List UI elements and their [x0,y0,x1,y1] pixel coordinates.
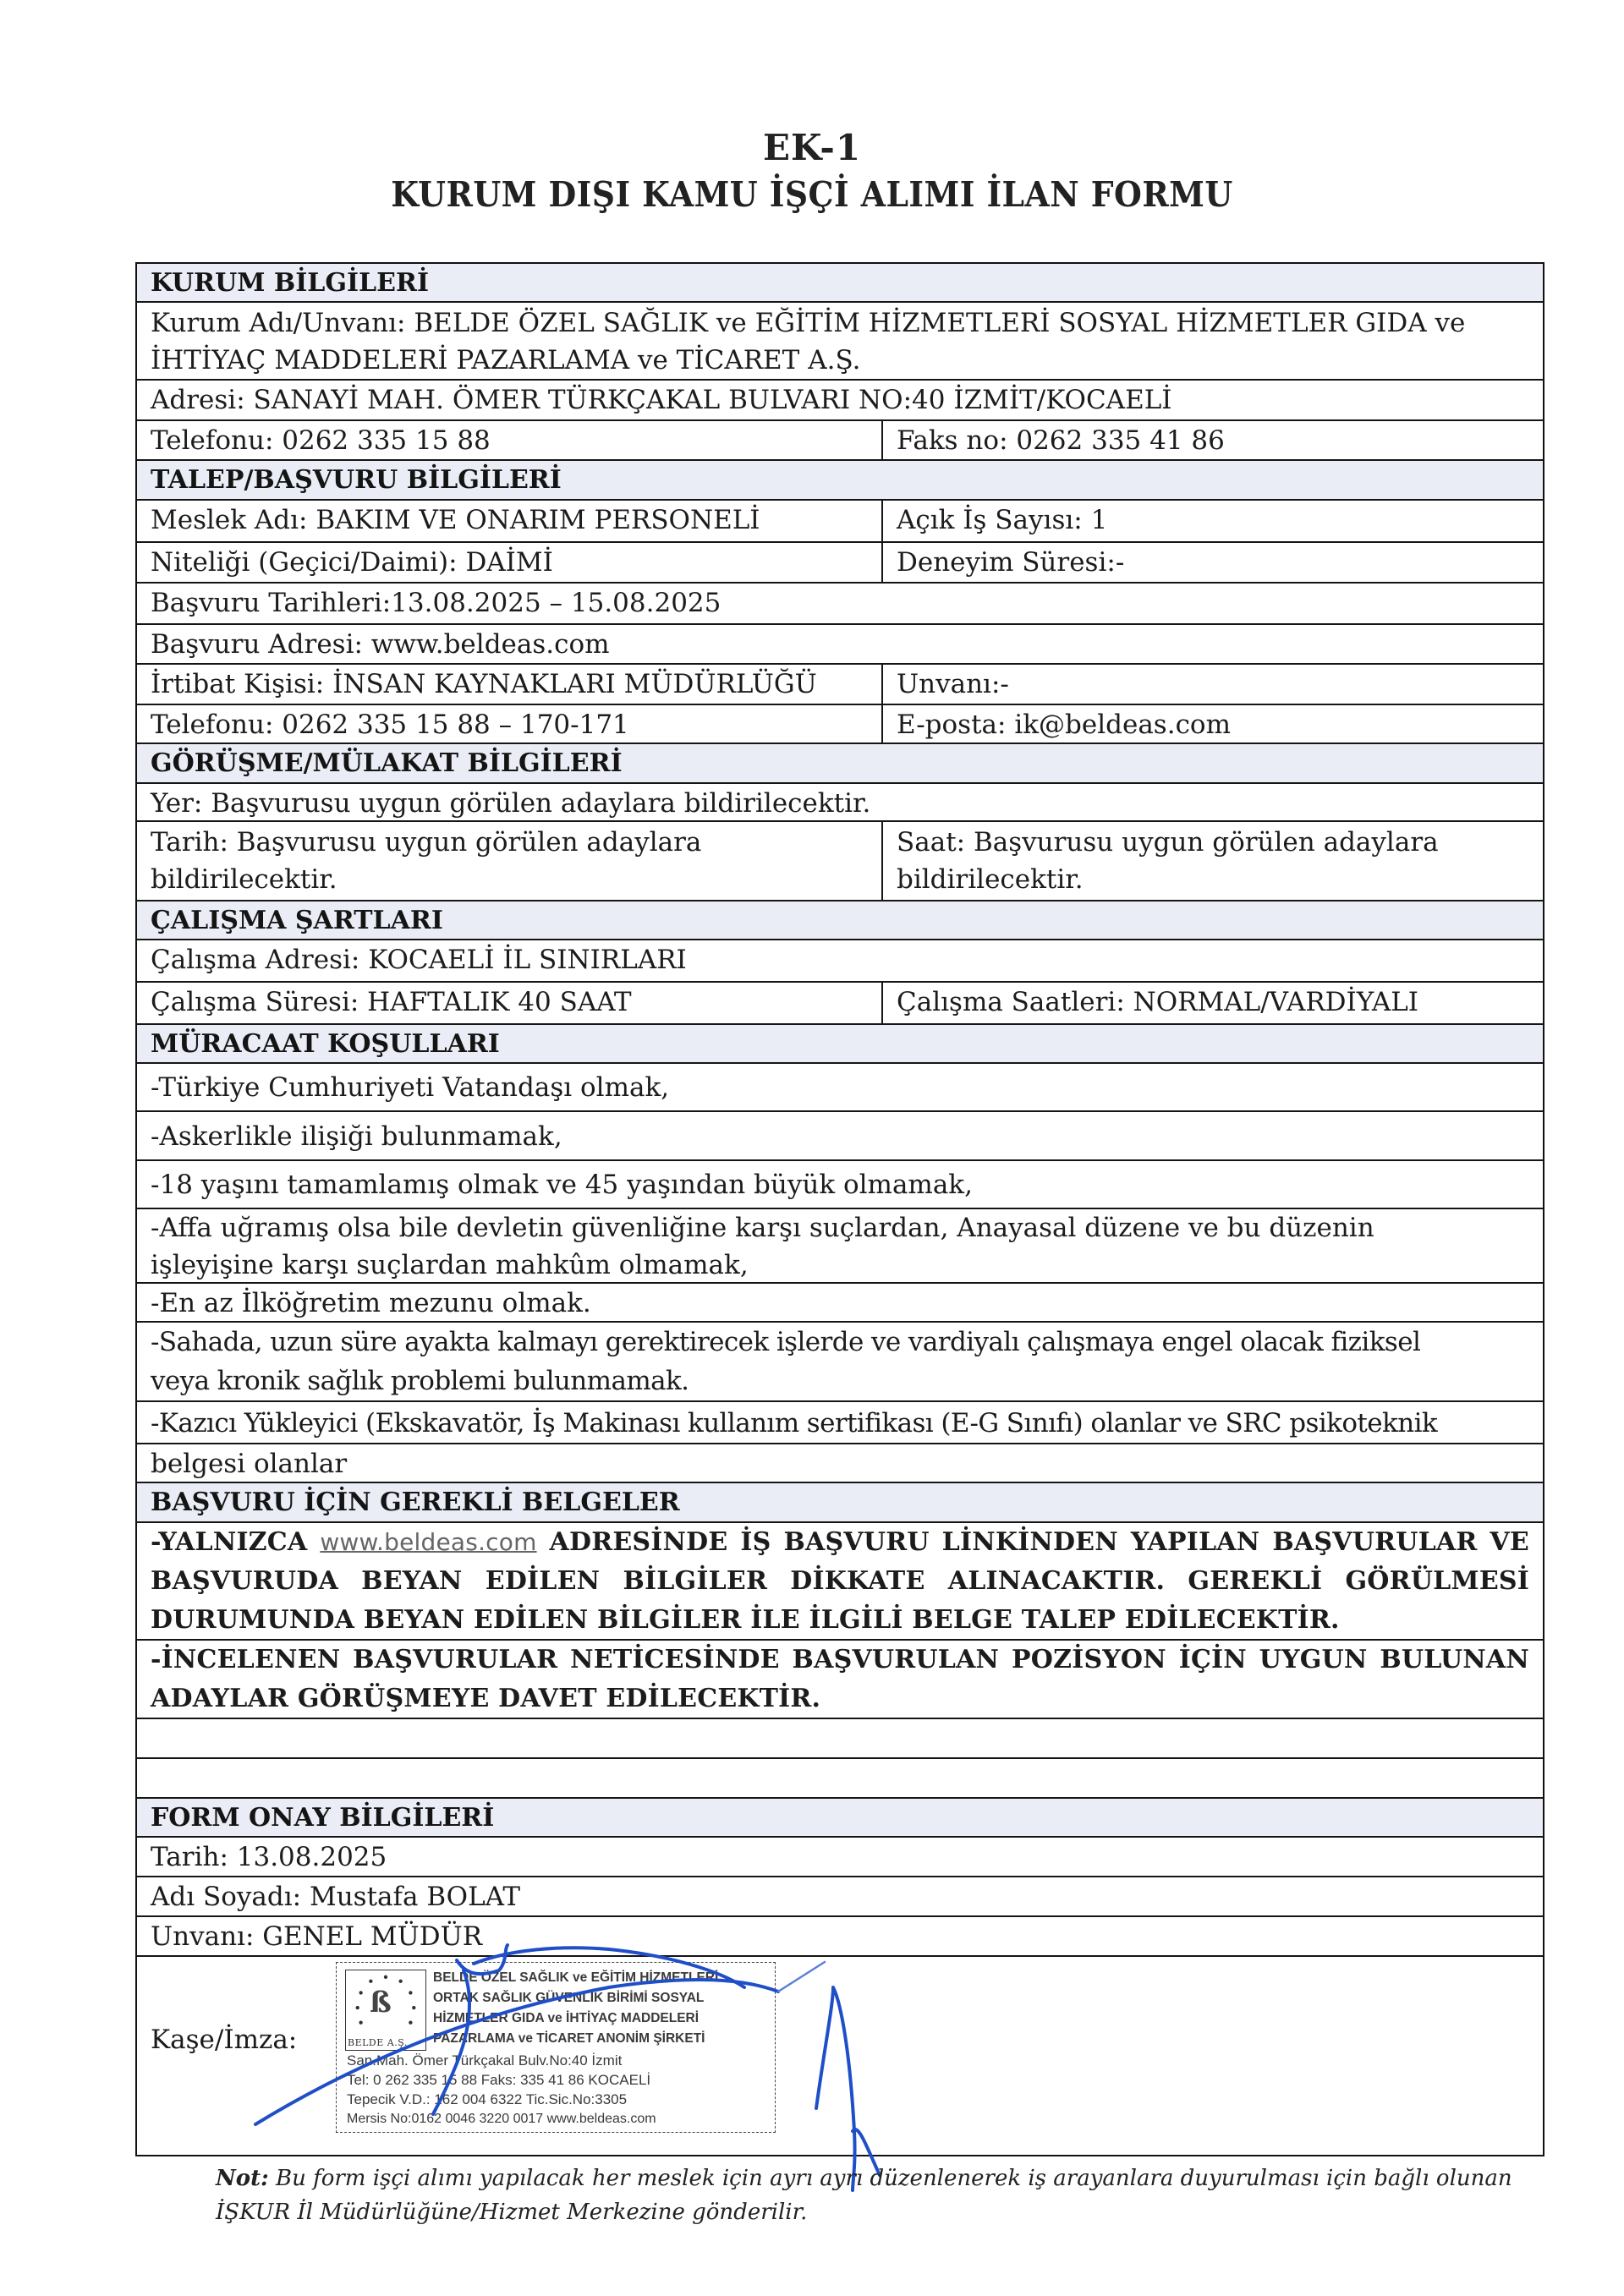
work-hours: Çalışma Saatleri: NORMAL/VARDİYALI [881,983,1543,1023]
contact-email: E-posta: ik@beldeas.com [881,705,1543,743]
condition-line: veya kronik sağlık problemi bulunmamak. [151,1366,689,1396]
interview-time [881,822,1543,900]
condition-row [137,1284,1543,1323]
logo-text: BELDE A.Ş. [348,2037,408,2048]
row-nature [137,543,1543,584]
experience: Deneyim Süresi:- [881,543,1543,582]
stamp-line: BELDE ÖZEL SAĞLIK ve EĞİTİM HİZMETLERİ [433,1970,719,1985]
section-title: TALEP/BAŞVURU BİLGİLERİ [151,465,562,495]
logo-monogram: ß [370,1986,392,2019]
institution-address: Adresi: SANAYİ MAH. ÖMER TÜRKÇAKAL BULVARI NO:40 İZMİT/KOCAELİ [151,385,1172,415]
stamp-line: PAZARLAMA ve TİCARET ANONİM ŞİRKETİ [433,2031,705,2046]
empty-row [137,1719,1543,1759]
row-work-address [137,940,1543,983]
condition-row [137,1112,1543,1161]
row-date-time [137,822,1543,901]
condition-line: işleyişine karşı suçlardan mahkûm olmamak, [151,1250,749,1280]
institution-fax: Faks no: 0262 335 41 86 [881,421,1543,459]
approver-name: Adı Soyadı: Mustafa BOLAT [151,1882,521,1912]
row-apply-address [137,625,1543,665]
interview-date-line2: bildirilecektir. [151,864,337,895]
approver-title: Unvanı: GENEL MÜDÜR [151,1921,483,1952]
section-calisma [137,901,1543,940]
section-gorusme [137,744,1543,784]
stamp-line: San.Mah. Ömer Türkçakal Bulv.No:40 İzmit [347,2052,623,2069]
contact-phone: Telefonu: 0262 335 15 88 – 170-171 [151,710,629,740]
row-work-duration [137,983,1543,1025]
documents-rest: ADRESİNDE İŞ BAŞVURU LİNKİNDEN YAPILAN BAŞVURULAR VE BAŞVURUDA BEYAN EDİLEN BİLGİLER DİKKATE ALINACAKTIR. GEREKLİ GÖRÜLMESİ DURUMUNDA BEYAN EDİLEN BİLGİLER İLE İLGİLİ BELGE TALEP EDİLECEKTİR. [151,1527,1529,1635]
section-kurum [137,264,1543,303]
row-place [137,784,1543,822]
row-approval-date [137,1838,1543,1877]
stamp-line: Mersis No:0162 0046 3220 0017 www.beldeas.com [347,2112,656,2126]
open-positions: Açık İş Sayısı: 1 [881,501,1543,541]
section-title: KURUM BİLGİLERİ [151,268,429,298]
approval-date: Tarih: 13.08.2025 [151,1842,387,1872]
condition-text [137,1209,1543,1282]
documents-text-2: -İNCELENEN BAŞVURULAR NETİCESİNDE BAŞVURULAN POZİSYON İÇİN UYGUN BULUNAN ADAYLAR GÖRÜŞMEYE DAVET EDİLECEKTİR. [151,1645,1529,1713]
condition-row [137,1323,1543,1402]
condition-row [137,1161,1543,1209]
row-contact [137,665,1543,705]
section-title: MÜRACAAT KOŞULLARI [151,1029,500,1059]
row-stamp-signature [137,1957,1543,2156]
section-belgeler [137,1483,1543,1523]
documents-prefix: -YALNIZCA [151,1527,308,1557]
profession: Meslek Adı: BAKIM VE ONARIM PERSONELİ [151,505,760,535]
documents-row [137,1523,1543,1641]
footnote [216,2162,1535,2229]
company-logo-icon [345,1970,426,2051]
section-onay [137,1799,1543,1838]
work-address: Çalışma Adresi: KOCAELİ İL SINIRLARI [151,945,687,975]
section-talep [137,461,1543,501]
job-nature: Niteliği (Geçici/Daimi): DAİMİ [151,547,553,578]
row-profession [137,501,1543,543]
section-title: FORM ONAY BİLGİLERİ [151,1803,495,1833]
documents-row [137,1641,1543,1719]
condition-row [137,1402,1543,1444]
condition-text: -Türkiye Cumhuriyeti Vatandaşı olmak, [151,1072,670,1103]
condition-text: -Askerlikle ilişiği bulunmamak, [151,1121,562,1152]
section-title: GÖRÜŞME/MÜLAKAT BİLGİLERİ [151,748,623,778]
stamp-line: ORTAK SAĞLIK GÜVENLİK BİRİMİ SOSYAL [433,1991,705,2005]
section-muracaat [137,1025,1543,1064]
announcement-form [135,262,1544,2156]
documents-text-1 [137,1523,1543,1639]
condition-text: belgesi olanlar [151,1449,348,1479]
row-phone-fax [137,421,1543,461]
institution-name-line1: Kurum Adı/Unvanı: BELDE ÖZEL SAĞLIK ve EĞİTİM HİZMETLERİ SOSYAL HİZMETLER GIDA ve [151,308,1466,338]
stamp-line: Tel: 0 262 335 15 88 Faks: 335 41 86 KOCAELİ [347,2072,651,2088]
stamp-line: Tepecik V.D.: 162 004 6322 Tic.Sic.No:3305 [347,2091,628,2107]
interview-date [137,822,881,900]
stamp-label: Kaşe/İmza: [151,2025,298,2055]
page-title: KURUM DIŞI KAMU İŞÇİ ALIMI İLAN FORMU [391,174,1233,215]
section-title: ÇALIŞMA ŞARTLARI [151,906,443,935]
interview-time-line1: Saat: Başvurusu uygun görülen adaylara [897,827,1439,858]
application-dates: Başvuru Tarihleri:13.08.2025 – 15.08.2025 [151,588,721,618]
annex-label: EK-1 [762,127,862,168]
institution-phone: Telefonu: 0262 335 15 88 [151,425,491,456]
row-approver-name [137,1877,1543,1917]
contact-person: İrtibat Kişisi: İNSAN KAYNAKLARI MÜDÜRLÜĞÜ [151,669,817,699]
row-kurum-name [137,303,1543,381]
row-approver-title [137,1917,1543,1957]
condition-text: -En az İlköğretim mezunu olmak. [151,1288,591,1318]
section-title: BAŞVURU İÇİN GEREKLİ BELGELER [151,1488,680,1517]
condition-text: -18 yaşını tamamlamış olmak ve 45 yaşından büyük olmamak, [151,1170,973,1200]
condition-text: -Kazıcı Yükleyici (Ekskavatör, İş Makinası kullanım sertifikası (E-G Sınıfı) olanlar ve SRC psikoteknik [151,1408,1438,1438]
company-stamp [336,1962,776,2133]
interview-date-line1: Tarih: Başvurusu uygun görülen adaylara [151,827,702,858]
footnote-text: Bu form işçi alımı yapılacak her meslek için ayrı ayrı düzenlenerek iş arayanlara duyurulması için bağlı olunan İŞKUR İl Müdürlüğüne/Hizmet Merkezine gönderilir. [216,2166,1512,2225]
row-dates [137,584,1543,625]
application-address: Başvuru Adresi: www.beldeas.com [151,629,610,660]
interview-place: Yer: Başvurusu uygun görülen adaylara bildirilecektir. [151,788,871,819]
footnote-label: Not: [216,2166,269,2191]
contact-title: Unvanı:- [881,665,1543,704]
row-address [137,381,1543,421]
institution-name-line2: İHTİYAÇ MADDELERİ PAZARLAMA ve TİCARET A.Ş. [151,345,861,375]
work-duration: Çalışma Süresi: HAFTALIK 40 SAAT [151,987,632,1017]
condition-line: -Sahada, uzun süre ayakta kalmayı gerektirecek işlerde ve vardiyalı çalışmaya engel olacak fiziksel [151,1327,1421,1357]
institution-name [137,303,1543,379]
stamp-line: HİZMETLER GIDA ve İHTİYAÇ MADDELERİ [433,2011,700,2025]
condition-row [137,1444,1543,1483]
condition-text [137,1323,1543,1400]
empty-row [137,1759,1543,1799]
condition-line: -Affa uğramış olsa bile devletin güvenliğine karşı suçlardan, Anayasal düzene ve bu düzenin [151,1213,1374,1243]
website-link[interactable]: www.beldeas.com [320,1528,537,1556]
condition-row [137,1064,1543,1112]
row-contact-phone [137,705,1543,744]
interview-time-line2: bildirilecektir. [897,864,1084,895]
condition-row [137,1209,1543,1284]
